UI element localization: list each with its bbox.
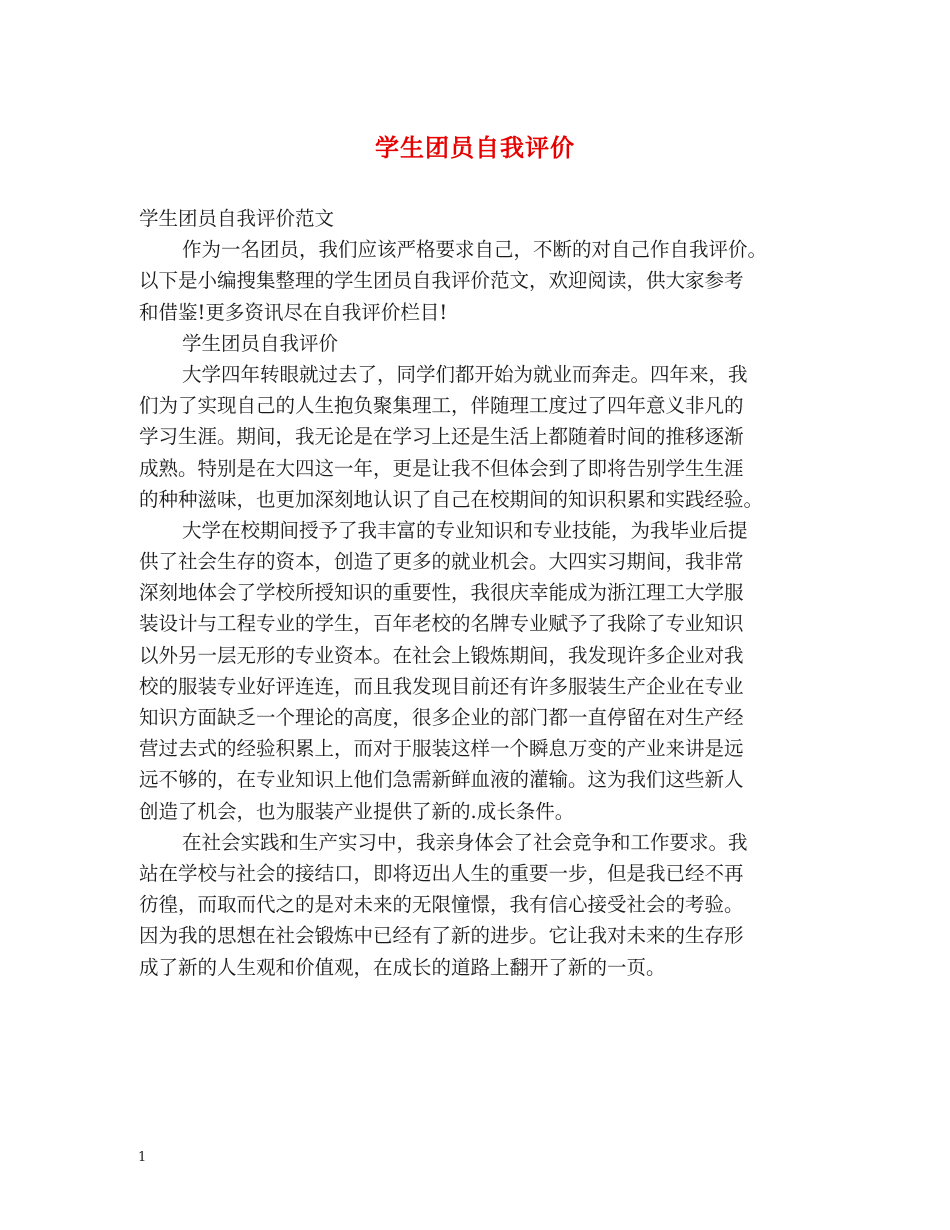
intro-line: 以下是小编搜集整理的学生团员自我评价范文，欢迎阅读，供大家参考 — [139, 269, 744, 293]
paragraph-2-line: 校的服装专业好评连连，而且我发现目前还有许多服装生产企业在专业 — [139, 674, 744, 698]
intro-line: 和借鉴!更多资讯尽在自我评价栏目! — [139, 300, 448, 324]
paragraph-1-line: 大学四年转眼就过去了，同学们都开始为就业而奔走。四年来，我 — [182, 362, 748, 386]
paragraph-2-line: 供了社会生存的资本，创造了更多的就业机会。大四实习期间，我非常 — [139, 550, 744, 574]
document-subtitle: 学生团员自我评价范文 — [139, 207, 335, 230]
paragraph-3-line: 站在学校与社会的接结口，即将迈出人生的重要一步，但是我已经不再 — [139, 861, 744, 885]
paragraph-1-line: 学习生涯。期间，我无论是在学习上还是生活上都随着时间的推移逐渐 — [139, 425, 744, 449]
paragraph-3-line: 成了新的人生观和价值观，在成长的道路上翻开了新的一页。 — [139, 955, 666, 979]
paragraph-1-line: 的种种滋味，也更加深刻地认识了自己在校期间的知识积累和实践经验。 — [139, 487, 764, 511]
paragraph-2-line: 深刻地体会了学校所授知识的重要性，我很庆幸能成为浙江理工大学服 — [139, 581, 744, 605]
paragraph-2-line: 以外另一层无形的专业资本。在社会上锻炼期间，我发现许多企业对我 — [139, 643, 744, 667]
paragraph-2-line: 大学在校期间授予了我丰富的专业知识和专业技能，为我毕业后提 — [182, 518, 748, 542]
paragraph-2-line: 创造了机会，也为服装产业提供了新的.成长条件。 — [139, 799, 575, 823]
section-heading: 学生团员自我评价 — [182, 331, 339, 355]
paragraph-2-line: 知识方面缺乏一个理论的高度，很多企业的部门都一直停留在对生产经 — [139, 706, 744, 729]
page-title: 学生团员自我评价 — [375, 133, 575, 162]
intro-line: 作为一名团员，我们应该严格要求自己，不断的对自己作自我评价。 — [182, 238, 768, 262]
paragraph-1-line: 们为了实现自己的人生抱负聚集理工，伴随理工度过了四年意义非凡的 — [139, 394, 744, 418]
document-body — [139, 203, 819, 983]
paragraph-3-line: 在社会实践和生产实习中，我亲身体会了社会竞争和工作要求。我 — [182, 830, 748, 854]
page-number: 1 — [138, 1150, 147, 1165]
paragraph-1-line: 成熟。特别是在大四这一年，更是让我不但体会到了即将告别学生生涯 — [139, 456, 744, 480]
paragraph-3-line: 彷徨，而取而代之的是对未来的无限憧憬，我有信心接受社会的考验。 — [139, 893, 744, 917]
paragraph-2-line: 远不够的，在专业知识上他们急需新鲜血液的灌输。这为我们这些新人 — [139, 768, 744, 792]
paragraph-2-line: 营过去式的经验积累上，而对于服装这样一个瞬息万变的产业来讲是远 — [139, 737, 744, 761]
paragraph-2-line: 装设计与工程专业的学生，百年老校的名牌专业赋予了我除了专业知识 — [139, 612, 744, 636]
paragraph-3-line: 因为我的思想在社会锻炼中已经有了新的进步。它让我对未来的生存形 — [139, 924, 744, 948]
